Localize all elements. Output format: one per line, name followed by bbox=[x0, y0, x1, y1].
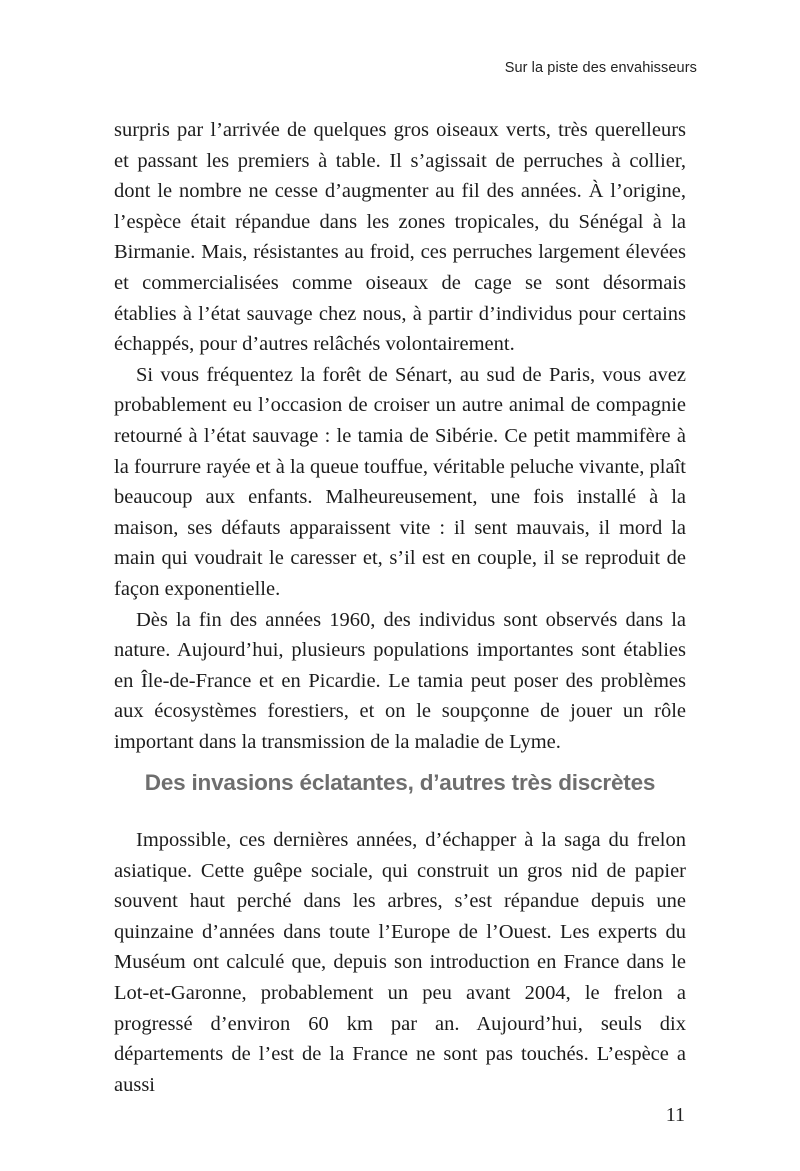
body-text-after-heading bbox=[114, 825, 686, 1100]
section-heading: Des invasions éclatantes, d’autres très discrètes bbox=[144, 770, 656, 795]
body-text-before-heading bbox=[114, 115, 686, 757]
paragraph: Impossible, ces dernières années, d’échapper à la saga du frelon asiatique. Cette guêpe sociale, qui construit un gros nid de papier souvent haut perché dans les arbres, s’est répandue depuis une quinzaine d’années dans toute l’Europe de l’Ouest. Les experts du Muséum ont calculé que, depuis son introduction en France dans le Lot-et-Garonne, probablement un peu avant 2004, le frelon a progressé d’environ 60 km par an. Aujourd’hui, seuls dix départements de l’est de la France ne sont pas touchés. L’espèce a aussi bbox=[114, 829, 686, 1096]
paragraph: Dès la fin des années 1960, des individus sont observés dans la nature. Aujourd’hui, plusieurs populations importantes sont établies en Île-de-France et en Picardie. Le tamia peut poser des problèmes aux écosystèmes forestiers, et on le soupçonne de jouer un rôle important dans la transmission de la maladie de Lyme. bbox=[114, 608, 686, 753]
paragraph: Si vous fréquentez la forêt de Sénart, au sud de Paris, vous avez probablement eu l’occasion de croiser un autre animal de compagnie retourné à l’état sauvage : le tamia de Sibérie. Ce petit mammifère à la fourrure rayée et à la queue touffue, véritable peluche vivante, plaît beaucoup aux enfants. Malheureusement, une fois installé à la maison, ses défauts apparaissent vite : il sent mauvais, il mord la main qui voudrait le caresser et, s’il est en couple, il se reproduit de façon exponentielle. bbox=[114, 363, 686, 600]
page-number: 11 bbox=[665, 1104, 685, 1126]
running-head: Sur la piste des envahisseurs bbox=[504, 60, 697, 76]
paragraph: surpris par l’arrivée de quelques gros oiseaux verts, très querelleurs et passant les premiers à table. Il s’agissait de perruches à collier, dont le nombre ne cesse d’augmenter au fil des années. À l’origine, l’espèce était répandue dans les zones tropicales, du Sénégal à la Birmanie. Mais, résistantes au froid, ces perruches largement élevées et commercialisées comme oiseaux de cage se sont désormais établies à l’état sauvage chez nous, à partir d’individus pour certains échappés, pour d’autres relâchés volontairement. bbox=[114, 119, 686, 356]
